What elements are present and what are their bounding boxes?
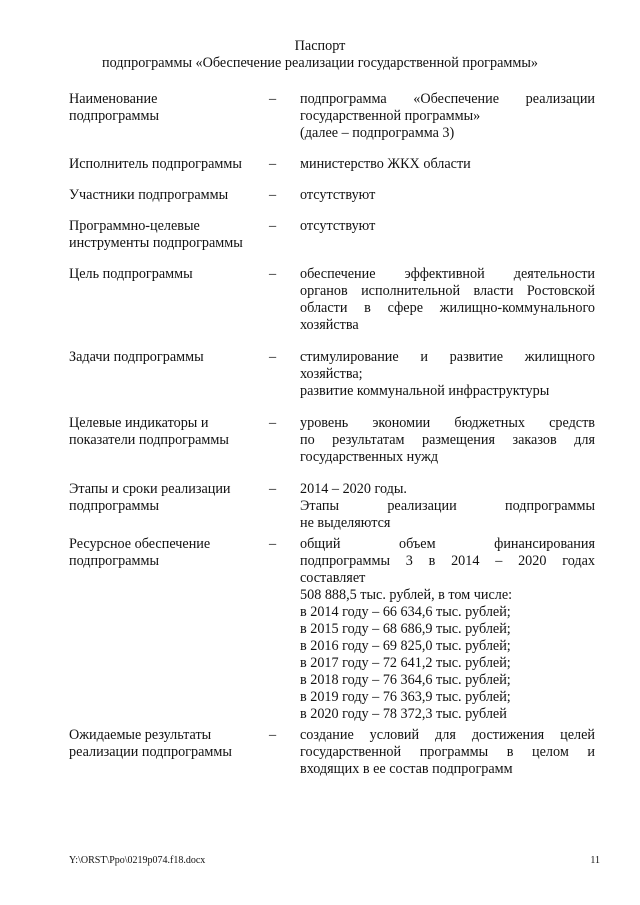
value-line: государственной программы в целом и — [300, 744, 595, 760]
value-line: хозяйства — [300, 317, 359, 333]
row-dash: – — [269, 349, 277, 365]
row-tasks — [69, 349, 595, 400]
label-line: подпрограммы — [69, 553, 159, 569]
row-value — [300, 481, 595, 532]
value-line: (далее – подпрограмма 3) — [300, 125, 455, 141]
value-line: уровень экономии бюджетных средств — [300, 415, 595, 431]
value-line: 508 888,5 тыс. рублей, в том числе: — [300, 587, 513, 603]
value-line: в 2014 году – 66 634,6 тыс. рублей; — [300, 604, 511, 620]
value-line: хозяйства; — [300, 366, 363, 382]
row-value — [300, 349, 595, 400]
row-dash: – — [269, 187, 277, 203]
row-indicators — [69, 415, 595, 466]
value-line: отсутствуют — [300, 218, 376, 234]
value-line: области в сфере жилищно-коммунального — [300, 300, 595, 316]
value-line: отсутствуют — [300, 187, 376, 203]
row-dash: – — [269, 91, 277, 107]
value-line: подпрограмма «Обеспечение реализации — [300, 91, 595, 107]
value-line: в 2020 году – 78 372,3 тыс. рублей — [300, 706, 507, 722]
value-line: подпрограммы 3 в 2014 – 2020 годах — [300, 553, 595, 569]
row-stages — [69, 481, 595, 532]
row-value — [300, 91, 595, 142]
row-results — [69, 727, 595, 778]
value-line: Этапы реализации подпрограммы — [300, 498, 595, 514]
row-tools — [69, 218, 595, 252]
row-label — [69, 536, 265, 570]
label-line: Программно-целевые — [69, 218, 200, 234]
value-line: в 2016 году – 69 825,0 тыс. рублей; — [300, 638, 511, 654]
value-line: общий объем финансирования — [300, 536, 595, 552]
row-value — [300, 156, 595, 173]
row-label — [69, 349, 265, 366]
value-line: обеспечение эффективной деятельности — [300, 266, 595, 282]
label-line: Наименование — [69, 91, 158, 107]
passport-title — [0, 38, 640, 72]
row-label — [69, 156, 265, 173]
value-line: входящих в ее состав подпрограмм — [300, 761, 513, 777]
row-goal — [69, 266, 595, 334]
value-line: в 2019 году – 76 363,9 тыс. рублей; — [300, 689, 511, 705]
footer-file-path: Y:\ORST\Ppo\0219p074.f18.docx — [69, 855, 206, 866]
label-line: Ожидаемые результаты — [69, 727, 212, 743]
value-line: по результатам размещения заказов для — [300, 432, 595, 448]
value-line: создание условий для достижения целей — [300, 727, 595, 743]
label-line: Ресурсное обеспечение — [69, 536, 211, 552]
label-line: Цель подпрограммы — [69, 266, 193, 282]
label-line: Участники подпрограммы — [69, 187, 229, 203]
row-label — [69, 727, 265, 761]
row-label — [69, 266, 265, 283]
value-line: 2014 – 2020 годы. — [300, 481, 407, 497]
label-line: инструменты подпрограммы — [69, 235, 243, 251]
value-line: органов исполнительной власти Ростовской — [300, 283, 595, 299]
value-line: государственных нужд — [300, 449, 439, 465]
row-label — [69, 415, 265, 449]
label-line: показатели подпрограммы — [69, 432, 229, 448]
value-line: развитие коммунальной инфраструктуры — [300, 383, 550, 399]
row-dash: – — [269, 266, 277, 282]
row-label — [69, 187, 265, 204]
footer-page-number: 11 — [590, 855, 600, 866]
row-dash: – — [269, 481, 277, 497]
row-name — [69, 91, 595, 142]
title-line-2: подпрограммы «Обеспечение реализации государственной программы» — [102, 55, 538, 71]
row-label — [69, 218, 265, 252]
title-line-1: Паспорт — [294, 38, 346, 54]
row-dash: – — [269, 536, 277, 552]
row-participants — [69, 187, 595, 204]
row-dash: – — [269, 218, 277, 234]
row-value — [300, 266, 595, 334]
row-executor — [69, 156, 595, 173]
value-line: в 2018 году – 76 364,6 тыс. рублей; — [300, 672, 511, 688]
row-label — [69, 481, 265, 515]
row-dash: – — [269, 727, 277, 743]
row-dash: – — [269, 415, 277, 431]
value-line: в 2017 году – 72 641,2 тыс. рублей; — [300, 655, 511, 671]
row-value — [300, 536, 595, 723]
row-value — [300, 727, 595, 778]
row-dash: – — [269, 156, 277, 172]
row-value — [300, 218, 595, 235]
label-line: Исполнитель подпрограммы — [69, 156, 242, 172]
value-line: в 2015 году – 68 686,9 тыс. рублей; — [300, 621, 511, 637]
passport-table — [69, 91, 595, 778]
label-line: Этапы и сроки реализации — [69, 481, 231, 497]
label-line: Задачи подпрограммы — [69, 349, 204, 365]
value-line: государственной программы» — [300, 108, 481, 124]
value-line: министерство ЖКХ области — [300, 156, 471, 172]
row-label — [69, 91, 265, 125]
row-resources — [69, 536, 595, 723]
row-value — [300, 415, 595, 466]
value-line: не выделяются — [300, 515, 391, 531]
value-line: стимулирование и развитие жилищного — [300, 349, 595, 365]
label-line: подпрограммы — [69, 498, 159, 514]
label-line: Целевые индикаторы и — [69, 415, 209, 431]
label-line: подпрограммы — [69, 108, 159, 124]
row-value — [300, 187, 595, 204]
label-line: реализации подпрограммы — [69, 744, 232, 760]
value-line: составляет — [300, 570, 366, 586]
